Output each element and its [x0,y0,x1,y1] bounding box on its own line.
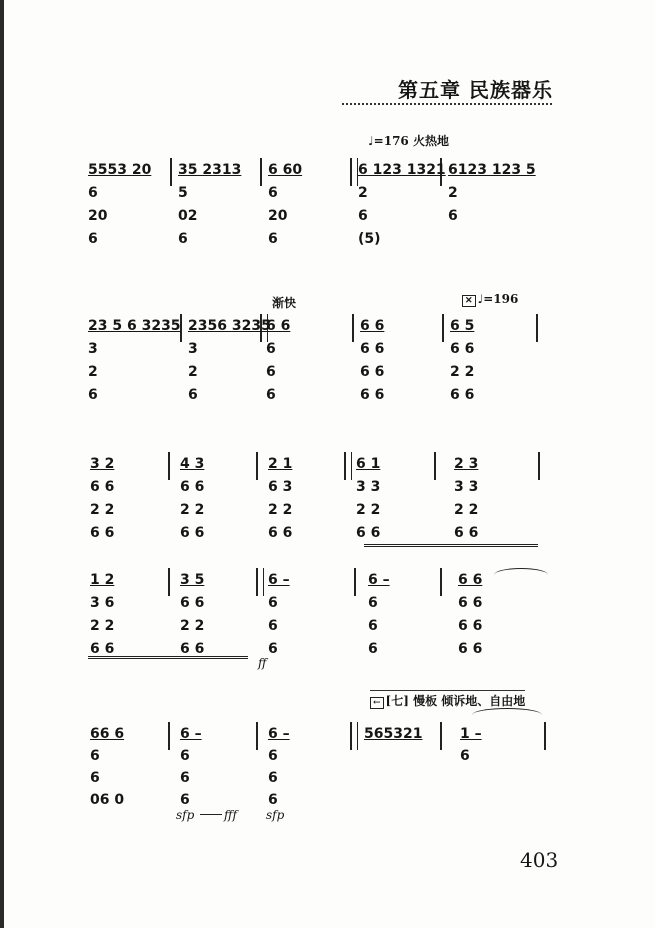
barline [442,314,444,342]
notation-cell: 2 [358,185,368,201]
notation-cell: 2 3 [454,456,479,472]
notation-cell: 6 6 [266,318,291,334]
barline [168,568,170,596]
notation-cell: 565321 [364,726,423,742]
notation-cell: 6 6 [90,641,115,657]
notation-cell: 02 [178,208,198,224]
barline [440,722,442,750]
notation-cell: 2 [188,364,198,380]
notation-cell: 6 [368,618,378,634]
notation-cell: 6 6 [450,387,475,403]
notation-cell: 2 2 [450,364,475,380]
notation-cell: 3 5 [180,572,205,588]
notation-cell: 6 [268,748,278,764]
notation-cell: 6 123 1321 [358,162,446,178]
barline [440,568,442,596]
notation-cell: 6 – [180,726,202,742]
notation-cell: 6 [268,595,278,611]
notation-cell: 3 [188,341,198,357]
notation-cell: 6 – [268,726,290,742]
notation-cell: 6 6 [180,479,205,495]
header-dotted-rule [342,103,552,105]
notation-cell: 6 60 [268,162,303,178]
barline [168,722,170,750]
notation-cell: 66 6 [90,726,125,742]
notation-cell: 20 [88,208,108,224]
system-1 [88,158,548,268]
notation-cell: 2 2 [454,502,479,518]
notation-cell: 6 6 [458,618,483,634]
notation-cell: 6 [448,208,458,224]
notation-cell: 6 6 [360,364,385,380]
notation-cell: 6 6 [360,341,385,357]
notation-cell: 6 1 [356,456,381,472]
tempo-mark-accelerando: 渐快 [272,296,297,310]
dynamic-sfp: sfp [266,808,285,822]
double-barline [344,452,352,480]
tremolo-beam [452,544,538,547]
barline [544,722,546,750]
notation-cell: 6 [268,641,278,657]
notation-cell: 2 2 [180,618,205,634]
notation-cell: 6 [266,341,276,357]
page-number: 403 [520,848,559,872]
notation-cell: 6 [268,618,278,634]
system-4 [88,568,548,688]
dynamic-ff: ff [258,656,267,670]
notation-cell: 6 3 [268,479,293,495]
notation-cell: 6 [180,792,190,808]
notation-cell: 6 6 [356,525,381,541]
notation-cell: 6 [188,387,198,403]
barline [256,722,258,750]
notation-cell: 06 0 [90,792,125,808]
arrow-box-icon: ← [370,697,384,709]
notation-cell: 4 3 [180,456,205,472]
tempo-mark-176: ♩=176 火热地 [368,134,449,148]
dynamic-fff: fff [224,808,237,822]
notation-cell: 3 2 [90,456,115,472]
system-3 [88,452,548,562]
notation-cell: 2 2 [90,502,115,518]
notation-cell: 3 [88,341,98,357]
barline [434,452,436,480]
notation-cell: 6 [178,231,188,247]
barline [536,314,538,342]
notation-cell: 6 [358,208,368,224]
notation-cell: 2 2 [90,618,115,634]
notation-cell: 1 2 [90,572,115,588]
notation-cell: 6 [90,770,100,786]
notation-cell: 20 [268,208,288,224]
notation-cell: 6 6 [90,525,115,541]
tremolo-beam [364,544,452,547]
barline [352,314,354,342]
notation-cell: 2 [88,364,98,380]
notation-cell: 6 5 [450,318,475,334]
double-barline [350,722,358,750]
barline [170,158,172,186]
notation-cell: 2 2 [268,502,293,518]
notation-cell: 6 [268,770,278,786]
notation-cell: 6123 123 5 [448,162,536,178]
notation-cell: 23 5 6 3235 [88,318,181,334]
notation-cell: 6 6 [360,387,385,403]
notation-cell: 2 [448,185,458,201]
system-5 [88,722,548,832]
page-spine-edge [0,0,4,928]
notation-cell: 6 [268,792,278,808]
percussion-box-icon: ✕ [462,295,476,307]
notation-cell: 2 2 [356,502,381,518]
notation-cell: 6 [266,364,276,380]
chapter-title: 第五章 民族器乐 [398,78,553,102]
notation-cell: 6 – [268,572,290,588]
notation-cell: 6 6 [450,341,475,357]
notation-cell: 2356 3235 [188,318,271,334]
notation-cell: 3 3 [454,479,479,495]
notation-cell: 6 [88,185,98,201]
notation-cell: 6 [266,387,276,403]
notation-cell: 6 6 [180,641,205,657]
notation-cell: 6 6 [454,525,479,541]
notation-cell: 3 6 [90,595,115,611]
notation-cell: 6 [180,770,190,786]
tempo-mark-196: ✕ ♩=196 [462,292,518,307]
system-2 [88,314,548,424]
crescendo-hairpin [200,814,222,815]
barline [256,452,258,480]
double-barline [256,568,264,596]
dynamic-sfp: sfp [176,808,195,822]
notation-cell: 6 6 [458,572,483,588]
notation-cell: 6 6 [180,525,205,541]
notation-cell: 6 [368,595,378,611]
notation-cell: 35 2313 [178,162,242,178]
barline [168,452,170,480]
notation-cell: 6 [88,231,98,247]
tempo-mark-section-seven: ← [七] 慢板 倾诉地、自由地 [370,690,525,709]
notation-cell: 6 [180,748,190,764]
barline [538,452,540,480]
notation-cell: 2 2 [180,502,205,518]
notation-cell: 6 6 [360,318,385,334]
tie-slur [494,568,548,575]
notation-cell: 2 1 [268,456,293,472]
tie-slur [472,708,542,715]
notation-cell: 6 [268,185,278,201]
barline [260,158,262,186]
notation-cell: (5) [358,231,381,247]
notation-cell: 6 [90,748,100,764]
notation-cell: 6 6 [458,595,483,611]
notation-cell: 3 3 [356,479,381,495]
notation-cell: 6 [268,231,278,247]
notation-cell: 6 [368,641,378,657]
barline [354,568,356,596]
double-barline [350,158,358,186]
notation-cell: 1 – [460,726,482,742]
notation-cell: 6 [460,748,470,764]
notation-cell: 6 6 [268,525,293,541]
notation-cell: 6 6 [180,595,205,611]
notation-cell: 5553 20 [88,162,152,178]
notation-cell: 6 6 [458,641,483,657]
notation-cell: 5 [178,185,188,201]
notation-cell: 6 – [368,572,390,588]
notation-cell: 6 [88,387,98,403]
notation-cell: 6 6 [90,479,115,495]
